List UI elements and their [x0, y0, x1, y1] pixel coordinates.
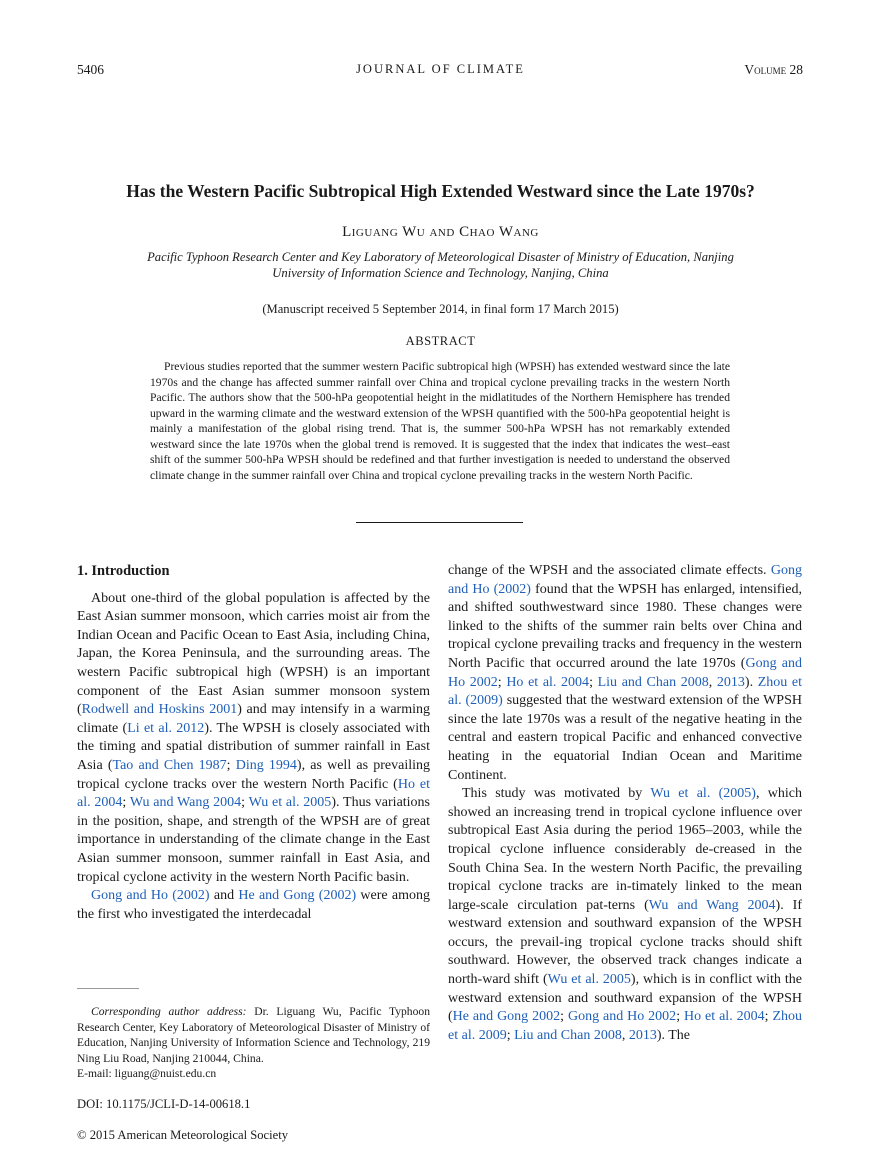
copyright: © 2015 American Meteorological Society	[77, 1128, 289, 1142]
intro-paragraph-2-cont: change of the WPSH and the associated climate effects. Gong and Ho (2002) found that the WPSH has enlarged, intensified, and shifted southwestward since 1980. These changes were linked to the shifts of the summer rain belts over China and tropical cyclone prevailing tracks and frequency in the western North Pacific that occurred around the late 1970s (Gong and Ho 2002; Ho et al. 2004; Liu and Chan 2008, 2013). Zhou et al. (2009) suggested that the westward extension of the WPSH since the late 1970s was a result of the negative heating in the central and eastern tropical Pacific and enhanced convective heating in the equatorial Indian Ocean and Maritime Continent.	[448, 563, 803, 783]
citation-link[interactable]: Ho et al. 2004	[506, 674, 590, 690]
citation-link[interactable]: He and Gong 2002	[452, 1009, 561, 1025]
citation-link[interactable]: Wu and Wang 2004	[129, 795, 242, 811]
left-column	[77, 562, 430, 924]
citation-link[interactable]: Gong and Ho 2002	[567, 1009, 677, 1025]
footnote-rule	[77, 988, 139, 989]
citation-link[interactable]: 2013	[628, 1027, 657, 1043]
abstract-text: Previous studies reported that the summer western Pacific subtropical high (WPSH) has extended westward since the late 1970s and the change has affected summer rainfall over China and tropical cyclone prevailing tracks in the western North Pacific. The authors show that the 500-hPa geopotential height in the midlatitudes of the Northern Hemisphere has trended upward in the warming climate and the westward extension of the WPSH quantified with the 500-hPa geopotential height is mainly a manifestation of the global rising trend. That is, the summer 500-hPa WPSH has not remarkably extended westward since the late 1970s when the global trend is removed. It is suggested that the index that indicates the west–east shift of the summer 500-hPa WPSH should be redefined and that further investigation is needed to understand the observed climate change in the summer rainfall over China and tropical cyclone prevailing tracks in the western North Pacific.	[150, 360, 730, 482]
citation-link[interactable]: He and Gong (2002)	[238, 888, 357, 904]
citation-link[interactable]: 2013	[716, 674, 745, 690]
intro-paragraph-1: About one-third of the global population is affected by the East Asian summer monsoon, which carries moist air from the Indian Ocean and Pacific Ocean to East Asia, including China, Japan, the Korea Peninsula, and the surrounding areas. The western Pacific subtropical high (WPSH) is an important component of the East Asian summer monsoon system (Rodwell and Hoskins 2001) and may intensify in a warming climate (Li et al. 2012). The WPSH is closely associated with the timing and spatial distribution of summer rainfall in East Asia (Tao and Chen 1987; Ding 1994), as well as prevailing tropical cyclone tracks over the western North Pacific (Ho et al. 2004; Wu and Wang 2004; Wu et al. 2005). Thus variations in the position, shape, and strength of the WPSH are of great importance in understanding of the climate change in the East Asian summer monsoon, summer rainfall in East Asia, and tropical cyclone activity in the western North Pacific basin.	[77, 590, 431, 885]
citation-link[interactable]: Liu and Chan 2008	[514, 1027, 622, 1043]
right-column	[448, 562, 802, 1045]
footnote-label: Corresponding author address:	[91, 1005, 247, 1018]
citation-link[interactable]: Gong and Ho (2002)	[91, 888, 210, 904]
citation-link[interactable]: Wu et al. 2005	[248, 795, 332, 811]
citation-link[interactable]: Rodwell and Hoskins 2001	[81, 702, 238, 718]
citation-link[interactable]: Wu and Wang 2004	[648, 897, 776, 913]
intro-paragraph-3: This study was motivated by Wu et al. (2005), which showed an increasing trend in tropical cyclone influence over subtropical East Asia during the period 1965–2003, while the tropical cyclone influence considerably de-creased in the South China Sea. In the western North Pacific, the prevailing tropical cyclone tracks are in-timately linked to the mean large-scale circulation pat-terns (Wu and Wang 2004). If westward extension and southward expansion of the WPSH occurs, the prevail-ing tropical cyclone tracks should shift southward. However, the observed track changes indicate a north-ward shift (Wu et al. 2005), which is in conflict with the westward extension and southward expansion of the WPSH (He and Gong 2002; Gong and Ho 2002; Ho et al. 2004; Zhou et al. 2009; Liu and Chan 2008, 2013). The	[448, 786, 803, 1043]
abstract-heading: ABSTRACT	[405, 334, 476, 348]
citation-link[interactable]: Zhou et al. (2009)	[448, 674, 803, 709]
citation-link[interactable]: Tao and Chen 1987	[112, 757, 227, 773]
author-email: E-mail: liguang@nuist.edu.cn	[77, 1067, 217, 1080]
abstract-body	[150, 359, 730, 483]
citation-link[interactable]: Ho et al. 2004	[77, 776, 431, 811]
citation-link[interactable]: Liu and Chan 2008	[597, 674, 709, 690]
footnote-text: Dr. Liguang Wu, Pacific Typhoon Research Center, Key Laboratory of Meteorological Disaster of Ministry of Education, Nanjing University of Information Science and Technology, 219 Ning Liu Road, Nanjing 210044, China.	[77, 1005, 430, 1065]
volume-label: Volume 28	[744, 62, 803, 77]
author-list: Liguang Wu and Chao Wang	[342, 224, 539, 240]
citation-link[interactable]: Ho et al. 2004	[684, 1009, 765, 1025]
citation-link[interactable]: Gong and Ho 2002	[448, 655, 803, 690]
affiliation	[100, 249, 781, 281]
journal-name: JOURNAL OF CLIMATE	[356, 62, 525, 76]
section-heading: 1. Introduction	[77, 563, 170, 579]
citation-link[interactable]: Li et al. 2012	[127, 720, 205, 736]
doi: DOI: 10.1175/JCLI-D-14-00618.1	[77, 1097, 251, 1111]
citation-link[interactable]: Wu et al. 2005	[547, 972, 631, 988]
corresponding-author-footnote	[77, 1004, 430, 1082]
affiliation-line-1: Pacific Typhoon Research Center and Key Laboratory of Meteorological Disaster of Ministry of Education, Nanjing	[147, 250, 734, 264]
citation-link[interactable]: Ding 1994	[235, 757, 297, 773]
intro-paragraph-2-start: Gong and Ho (2002) and He and Gong (2002) were among the first who investigated the interdecadal	[77, 888, 430, 922]
affiliation-line-2: University of Information Science and Technology, Nanjing, China	[272, 266, 609, 280]
citation-link[interactable]: Gong and Ho (2002)	[448, 563, 802, 597]
manuscript-dates: (Manuscript received 5 September 2014, in final form 17 March 2015)	[262, 302, 619, 316]
paper-title: Has the Western Pacific Subtropical High Extended Westward since the Late 1970s?	[126, 181, 755, 201]
citation-link[interactable]: Zhou et al. 2009	[448, 1009, 803, 1043]
page-number: 5406	[77, 62, 104, 77]
section-divider	[356, 522, 523, 523]
citation-link[interactable]: Wu et al. (2005)	[650, 786, 756, 802]
